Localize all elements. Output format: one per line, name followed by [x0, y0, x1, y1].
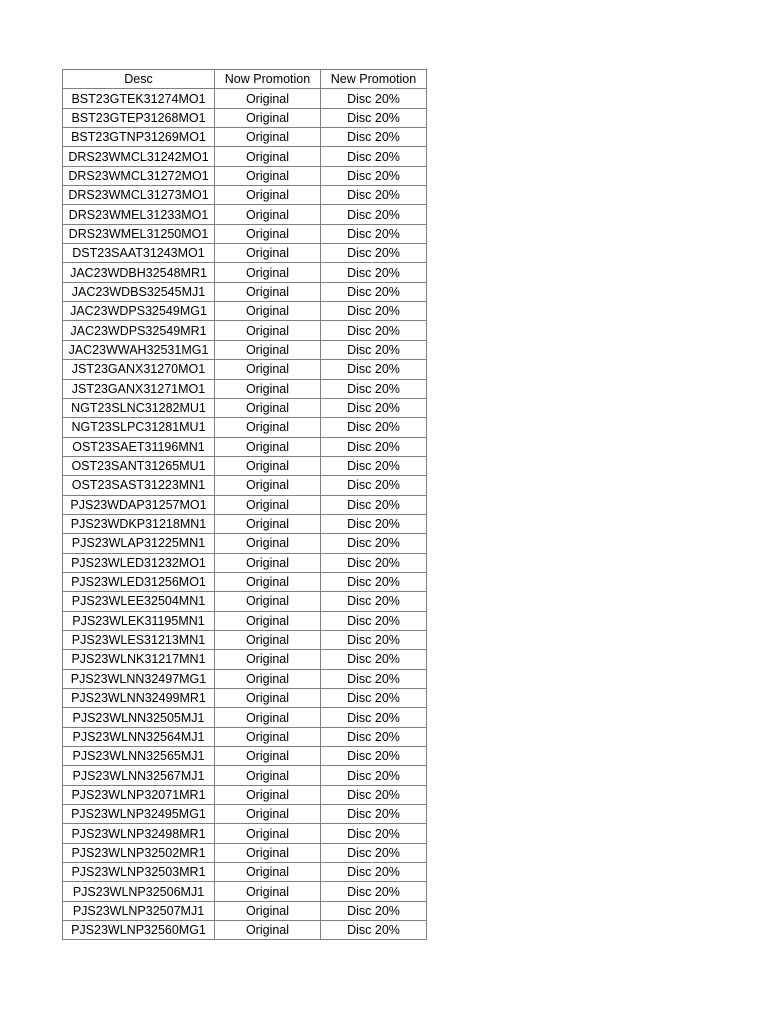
- cell-new-promotion: Disc 20%: [321, 611, 427, 630]
- cell-new-promotion: Disc 20%: [321, 553, 427, 572]
- cell-now-promotion: Original: [215, 805, 321, 824]
- cell-desc: PJS23WLED31232MO1: [63, 553, 215, 572]
- cell-desc: DRS23WMCL31242MO1: [63, 147, 215, 166]
- cell-new-promotion: Disc 20%: [321, 785, 427, 804]
- cell-new-promotion: Disc 20%: [321, 650, 427, 669]
- cell-desc: BST23GTEK31274MO1: [63, 89, 215, 108]
- cell-desc: JAC23WDPS32549MG1: [63, 302, 215, 321]
- cell-desc: PJS23WLNP32503MR1: [63, 863, 215, 882]
- cell-new-promotion: Disc 20%: [321, 805, 427, 824]
- cell-new-promotion: Disc 20%: [321, 592, 427, 611]
- cell-now-promotion: Original: [215, 166, 321, 185]
- cell-new-promotion: Disc 20%: [321, 863, 427, 882]
- cell-new-promotion: Disc 20%: [321, 689, 427, 708]
- cell-desc: JAC23WDBS32545MJ1: [63, 282, 215, 301]
- cell-desc: PJS23WDAP31257MO1: [63, 495, 215, 514]
- cell-now-promotion: Original: [215, 669, 321, 688]
- cell-now-promotion: Original: [215, 108, 321, 127]
- cell-desc: PJS23WDKP31218MN1: [63, 514, 215, 533]
- cell-new-promotion: Disc 20%: [321, 224, 427, 243]
- table-row: [63, 824, 427, 843]
- cell-desc: PJS23WLES31213MN1: [63, 630, 215, 649]
- cell-new-promotion: Disc 20%: [321, 534, 427, 553]
- cell-now-promotion: Original: [215, 89, 321, 108]
- table-row: [63, 553, 427, 572]
- cell-desc: NGT23SLNC31282MU1: [63, 398, 215, 417]
- cell-desc: PJS23WLEK31195MN1: [63, 611, 215, 630]
- cell-desc: PJS23WLNP32502MR1: [63, 843, 215, 862]
- cell-new-promotion: Disc 20%: [321, 901, 427, 920]
- table-row: [63, 456, 427, 475]
- table-row: [63, 747, 427, 766]
- cell-desc: OST23SAET31196MN1: [63, 437, 215, 456]
- cell-desc: PJS23WLNN32505MJ1: [63, 708, 215, 727]
- cell-now-promotion: Original: [215, 766, 321, 785]
- cell-desc: PJS23WLNP32071MR1: [63, 785, 215, 804]
- table-row: [63, 669, 427, 688]
- table-row: [63, 418, 427, 437]
- table-row: [63, 495, 427, 514]
- cell-now-promotion: Original: [215, 186, 321, 205]
- cell-new-promotion: Disc 20%: [321, 921, 427, 940]
- table-row: [63, 514, 427, 533]
- cell-now-promotion: Original: [215, 785, 321, 804]
- cell-new-promotion: Disc 20%: [321, 205, 427, 224]
- cell-desc: OST23SAST31223MN1: [63, 476, 215, 495]
- table-body: [63, 89, 427, 940]
- cell-now-promotion: Original: [215, 630, 321, 649]
- cell-desc: PJS23WLNN32564MJ1: [63, 727, 215, 746]
- cell-new-promotion: Disc 20%: [321, 263, 427, 282]
- table-row: [63, 166, 427, 185]
- cell-new-promotion: Disc 20%: [321, 340, 427, 359]
- cell-now-promotion: Original: [215, 611, 321, 630]
- cell-now-promotion: Original: [215, 495, 321, 514]
- table-header-row: [63, 70, 427, 89]
- table-row: [63, 882, 427, 901]
- cell-desc: JAC23WWAH32531MG1: [63, 340, 215, 359]
- table-row: [63, 534, 427, 553]
- cell-desc: PJS23WLNP32507MJ1: [63, 901, 215, 920]
- cell-desc: DRS23WMCL31273MO1: [63, 186, 215, 205]
- table-row: [63, 205, 427, 224]
- cell-new-promotion: Disc 20%: [321, 147, 427, 166]
- cell-now-promotion: Original: [215, 282, 321, 301]
- cell-desc: PJS23WLNP32498MR1: [63, 824, 215, 843]
- cell-desc: OST23SANT31265MU1: [63, 456, 215, 475]
- table-row: [63, 379, 427, 398]
- cell-desc: PJS23WLNP32495MG1: [63, 805, 215, 824]
- cell-desc: DRS23WMEL31233MO1: [63, 205, 215, 224]
- cell-now-promotion: Original: [215, 398, 321, 417]
- cell-new-promotion: Disc 20%: [321, 360, 427, 379]
- cell-new-promotion: Disc 20%: [321, 476, 427, 495]
- cell-now-promotion: Original: [215, 843, 321, 862]
- cell-new-promotion: Disc 20%: [321, 166, 427, 185]
- cell-now-promotion: Original: [215, 340, 321, 359]
- cell-now-promotion: Original: [215, 379, 321, 398]
- cell-desc: DRS23WMEL31250MO1: [63, 224, 215, 243]
- cell-now-promotion: Original: [215, 147, 321, 166]
- cell-new-promotion: Disc 20%: [321, 495, 427, 514]
- cell-new-promotion: Disc 20%: [321, 244, 427, 263]
- cell-new-promotion: Disc 20%: [321, 128, 427, 147]
- cell-desc: PJS23WLEE32504MN1: [63, 592, 215, 611]
- cell-now-promotion: Original: [215, 321, 321, 340]
- cell-now-promotion: Original: [215, 650, 321, 669]
- promotion-table: [62, 69, 427, 940]
- cell-new-promotion: Disc 20%: [321, 824, 427, 843]
- cell-now-promotion: Original: [215, 708, 321, 727]
- cell-now-promotion: Original: [215, 263, 321, 282]
- cell-new-promotion: Disc 20%: [321, 89, 427, 108]
- cell-new-promotion: Disc 20%: [321, 186, 427, 205]
- table-row: [63, 282, 427, 301]
- cell-desc: PJS23WLED31256MO1: [63, 572, 215, 591]
- cell-desc: NGT23SLPC31281MU1: [63, 418, 215, 437]
- table-row: [63, 921, 427, 940]
- table-row: [63, 689, 427, 708]
- cell-desc: PJS23WLNN32567MJ1: [63, 766, 215, 785]
- cell-new-promotion: Disc 20%: [321, 727, 427, 746]
- cell-desc: JST23GANX31271MO1: [63, 379, 215, 398]
- table-row: [63, 611, 427, 630]
- cell-now-promotion: Original: [215, 476, 321, 495]
- cell-desc: PJS23WLNK31217MN1: [63, 650, 215, 669]
- cell-new-promotion: Disc 20%: [321, 882, 427, 901]
- table-row: [63, 901, 427, 920]
- table-row: [63, 89, 427, 108]
- cell-new-promotion: Disc 20%: [321, 766, 427, 785]
- cell-desc: BST23GTEP31268MO1: [63, 108, 215, 127]
- cell-now-promotion: Original: [215, 572, 321, 591]
- cell-new-promotion: Disc 20%: [321, 708, 427, 727]
- cell-now-promotion: Original: [215, 437, 321, 456]
- cell-now-promotion: Original: [215, 244, 321, 263]
- cell-now-promotion: Original: [215, 863, 321, 882]
- cell-now-promotion: Original: [215, 882, 321, 901]
- cell-now-promotion: Original: [215, 205, 321, 224]
- table-row: [63, 128, 427, 147]
- column-header-new-promotion: New Promotion: [321, 70, 427, 89]
- cell-new-promotion: Disc 20%: [321, 456, 427, 475]
- cell-desc: BST23GTNP31269MO1: [63, 128, 215, 147]
- cell-now-promotion: Original: [215, 302, 321, 321]
- table-row: [63, 263, 427, 282]
- table-row: [63, 572, 427, 591]
- cell-desc: PJS23WLNP32506MJ1: [63, 882, 215, 901]
- table-row: [63, 340, 427, 359]
- cell-new-promotion: Disc 20%: [321, 302, 427, 321]
- column-header-desc: Desc: [63, 70, 215, 89]
- cell-desc: DST23SAAT31243MO1: [63, 244, 215, 263]
- table-row: [63, 321, 427, 340]
- cell-now-promotion: Original: [215, 824, 321, 843]
- cell-new-promotion: Disc 20%: [321, 843, 427, 862]
- cell-new-promotion: Disc 20%: [321, 379, 427, 398]
- cell-now-promotion: Original: [215, 689, 321, 708]
- cell-now-promotion: Original: [215, 592, 321, 611]
- cell-new-promotion: Disc 20%: [321, 418, 427, 437]
- cell-new-promotion: Disc 20%: [321, 747, 427, 766]
- cell-desc: PJS23WLNN32565MJ1: [63, 747, 215, 766]
- cell-now-promotion: Original: [215, 747, 321, 766]
- cell-new-promotion: Disc 20%: [321, 282, 427, 301]
- cell-now-promotion: Original: [215, 418, 321, 437]
- cell-new-promotion: Disc 20%: [321, 514, 427, 533]
- table-row: [63, 805, 427, 824]
- table-row: [63, 727, 427, 746]
- cell-now-promotion: Original: [215, 360, 321, 379]
- cell-now-promotion: Original: [215, 553, 321, 572]
- cell-desc: DRS23WMCL31272MO1: [63, 166, 215, 185]
- table-row: [63, 244, 427, 263]
- column-header-now-promotion: Now Promotion: [215, 70, 321, 89]
- cell-desc: JAC23WDBH32548MR1: [63, 263, 215, 282]
- cell-new-promotion: Disc 20%: [321, 321, 427, 340]
- table-row: [63, 398, 427, 417]
- table-row: [63, 630, 427, 649]
- table-row: [63, 224, 427, 243]
- table-row: [63, 766, 427, 785]
- table-row: [63, 437, 427, 456]
- table-row: [63, 650, 427, 669]
- cell-desc: JAC23WDPS32549MR1: [63, 321, 215, 340]
- table-row: [63, 708, 427, 727]
- cell-now-promotion: Original: [215, 514, 321, 533]
- cell-new-promotion: Disc 20%: [321, 572, 427, 591]
- cell-desc: PJS23WLNP32560MG1: [63, 921, 215, 940]
- cell-desc: JST23GANX31270MO1: [63, 360, 215, 379]
- table-row: [63, 785, 427, 804]
- cell-new-promotion: Disc 20%: [321, 108, 427, 127]
- cell-new-promotion: Disc 20%: [321, 669, 427, 688]
- cell-now-promotion: Original: [215, 534, 321, 553]
- cell-desc: PJS23WLNN32499MR1: [63, 689, 215, 708]
- cell-new-promotion: Disc 20%: [321, 437, 427, 456]
- cell-now-promotion: Original: [215, 224, 321, 243]
- table-row: [63, 186, 427, 205]
- cell-now-promotion: Original: [215, 921, 321, 940]
- table-row: [63, 592, 427, 611]
- cell-now-promotion: Original: [215, 456, 321, 475]
- table-row: [63, 360, 427, 379]
- table-row: [63, 863, 427, 882]
- table-row: [63, 476, 427, 495]
- cell-desc: PJS23WLNN32497MG1: [63, 669, 215, 688]
- cell-now-promotion: Original: [215, 901, 321, 920]
- table-row: [63, 302, 427, 321]
- cell-desc: PJS23WLAP31225MN1: [63, 534, 215, 553]
- table-row: [63, 108, 427, 127]
- cell-new-promotion: Disc 20%: [321, 630, 427, 649]
- cell-new-promotion: Disc 20%: [321, 398, 427, 417]
- table-row: [63, 147, 427, 166]
- cell-now-promotion: Original: [215, 128, 321, 147]
- cell-now-promotion: Original: [215, 727, 321, 746]
- table-row: [63, 843, 427, 862]
